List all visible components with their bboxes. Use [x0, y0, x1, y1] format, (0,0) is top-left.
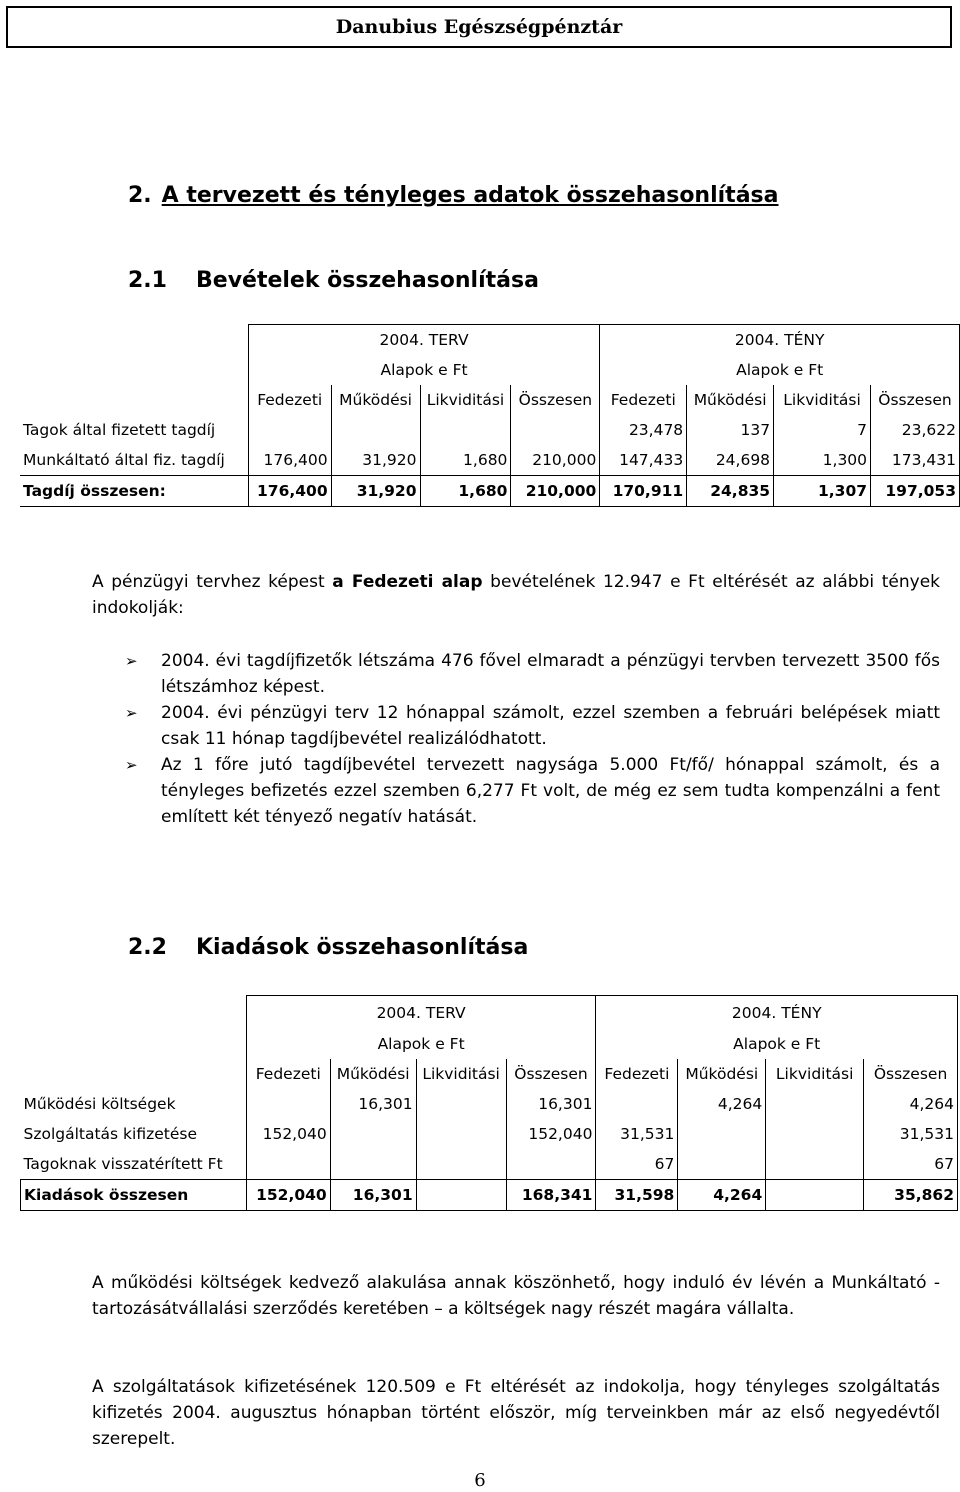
section-number: 2.1: [128, 268, 167, 293]
column-header: Likviditási: [774, 385, 871, 415]
plan-header: 2004. TERV: [246, 996, 596, 1030]
expense-paragraph-2: A szolgáltatások kifizetésének 120.509 e Ft eltérését az indokolja, hogy tényleges szolgáltatás kifizetés 2004. augusztus hónapban történt először, míg terveinkben már az első negyedévtől szerepelt.: [92, 1377, 940, 1449]
table-cell: [766, 1149, 864, 1180]
column-header: Összesen: [511, 385, 600, 415]
table-cell: 210,000: [511, 476, 600, 507]
column-header: Likviditási: [766, 1059, 864, 1089]
table-row: [20, 445, 960, 476]
table-cell: 152,040: [506, 1119, 596, 1149]
table-cell: [766, 1119, 864, 1149]
table-cell: 31,920: [331, 476, 420, 507]
section-number: 2.2: [128, 935, 167, 960]
table-cell: [330, 1119, 416, 1149]
expense-table: [20, 995, 958, 1211]
plan-unit: Alapok e Ft: [248, 355, 600, 385]
list-item: ➢ 2004. évi pénzügyi terv 12 hónappal számolt, ezzel szemben a februári belépések miatt csak 11 hónap tagdíjbevétel realizálódhatott.: [125, 700, 940, 752]
row-label: Működési költségek: [23, 1095, 176, 1113]
row-label: Tagok által fizetett tagdíj: [23, 421, 216, 439]
table-cell: 67: [864, 1149, 958, 1180]
table-cell: 1,680: [420, 476, 511, 507]
table-cell: 210,000: [511, 445, 600, 476]
table-cell: [420, 415, 511, 445]
section-2-1-heading: [128, 268, 539, 293]
plan-unit: Alapok e Ft: [246, 1029, 596, 1059]
table-cell: 16,301: [330, 1180, 416, 1211]
table-cell: [246, 1149, 330, 1180]
table-cell: 24,835: [687, 476, 774, 507]
column-header: Működési: [330, 1059, 416, 1089]
section-title: Bevételek összehasonlítása: [196, 268, 539, 293]
table-cell: 16,301: [506, 1089, 596, 1119]
column-header: Fedezeti: [246, 1059, 330, 1089]
table-cell: 31,531: [596, 1119, 678, 1149]
table-cell: [766, 1089, 864, 1119]
expense-paragraph-1: A működési költségek kedvező alakulása annak köszönhető, hogy induló év lévén a Munkáltató - tartozásátvállalási szerződés keretében – a költségek nagy részét magára vállalta.: [92, 1273, 940, 1319]
table-cell: 1,307: [774, 476, 871, 507]
row-label: Tagoknak visszatérített Ft: [23, 1155, 223, 1173]
section-2-2-heading: [128, 935, 528, 960]
table-cell: 152,040: [246, 1119, 330, 1149]
table-cell: 147,433: [600, 445, 687, 476]
header-title: Danubius Egészségpénztár: [335, 16, 623, 38]
table-cell: 7: [774, 415, 871, 445]
table-cell: 4,264: [678, 1180, 766, 1211]
table-cell: 23,622: [871, 415, 960, 445]
row-label: Tagdíj összesen:: [20, 476, 248, 507]
actual-header: 2004. TÉNY: [600, 325, 960, 356]
table-cell: 31,598: [596, 1180, 678, 1211]
table-cell: 67: [596, 1149, 678, 1180]
table-cell: [416, 1149, 506, 1180]
list-item: ➢ Az 1 főre jutó tagdíjbevétel tervezett nagysága 5.000 Ft/fő/ hónappal számolt, és a tényleges befizetés ezzel szemben 6,277 Ft volt, de még ez sem tudta kompenzálni a fent említett két tényező negatív hatását.: [125, 752, 940, 830]
table-row: [21, 1089, 958, 1119]
arrow-bullet-icon: ➢: [125, 652, 138, 670]
table-cell: [506, 1149, 596, 1180]
header-box: [6, 6, 952, 48]
table-cell: 168,341: [506, 1180, 596, 1211]
table-cell: [416, 1089, 506, 1119]
column-header: Működési: [687, 385, 774, 415]
table-cell: 1,300: [774, 445, 871, 476]
column-header: Összesen: [506, 1059, 596, 1089]
table-cell: 137: [687, 415, 774, 445]
column-header: Működési: [331, 385, 420, 415]
page-number: 6: [474, 1470, 486, 1491]
column-header: Összesen: [864, 1059, 958, 1089]
table-cell: [331, 415, 420, 445]
table-cell: [248, 415, 331, 445]
actual-header: 2004. TÉNY: [596, 996, 958, 1030]
column-header: Likviditási: [416, 1059, 506, 1089]
table-cell: [678, 1149, 766, 1180]
column-header: Fedezeti: [596, 1059, 678, 1089]
table-cell: 4,264: [864, 1089, 958, 1119]
arrow-bullet-icon: ➢: [125, 756, 138, 774]
table-cell: [416, 1180, 506, 1211]
column-header: Összesen: [871, 385, 960, 415]
income-intro-paragraph: A pénzügyi tervhez képest a Fedezeti alap bevételének 12.947 e Ft eltérését az alábbi tények indokolják:: [92, 572, 940, 618]
actual-unit: Alapok e Ft: [600, 355, 960, 385]
section-title: Kiadások összehasonlítása: [196, 935, 529, 960]
section-number: 2.: [128, 183, 152, 208]
table-row: [21, 1119, 958, 1149]
column-header: Fedezeti: [248, 385, 331, 415]
row-label: Kiadások összesen: [21, 1180, 247, 1211]
table-cell: 1,680: [420, 445, 511, 476]
table-cell: 176,400: [248, 476, 331, 507]
column-header: Fedezeti: [600, 385, 687, 415]
table-cell: 170,911: [600, 476, 687, 507]
table-cell: 4,264: [678, 1089, 766, 1119]
actual-unit: Alapok e Ft: [596, 1029, 958, 1059]
plan-header: 2004. TERV: [248, 325, 600, 356]
section-2-heading: [128, 183, 778, 208]
column-header: Likviditási: [420, 385, 511, 415]
table-cell: 173,431: [871, 445, 960, 476]
table-row: [20, 415, 960, 445]
column-header: Működési: [678, 1059, 766, 1089]
table-cell: 23,478: [600, 415, 687, 445]
table-cell: 197,053: [871, 476, 960, 507]
list-item: ➢ 2004. évi tagdíjfizetők létszáma 476 fővel elmaradt a pénzügyi tervben tervezett 3500 fős létszámhoz képest.: [125, 648, 940, 700]
arrow-bullet-icon: ➢: [125, 704, 138, 722]
table-cell: 152,040: [246, 1180, 330, 1211]
table-row-total: [20, 476, 960, 507]
row-label: Szolgáltatás kifizetése: [23, 1125, 198, 1143]
row-label: Munkáltató által fiz. tagdíj: [23, 451, 225, 469]
table-cell: [678, 1119, 766, 1149]
table-cell: [416, 1119, 506, 1149]
table-cell: 16,301: [330, 1089, 416, 1119]
emphasis: a Fedezeti alap: [332, 572, 483, 592]
table-cell: 24,698: [687, 445, 774, 476]
table-row: [21, 1149, 958, 1180]
section-title: A tervezett és tényleges adatok összehasonlítása: [161, 183, 779, 208]
table-cell: 31,920: [331, 445, 420, 476]
table-cell: [511, 415, 600, 445]
table-cell: [246, 1089, 330, 1119]
table-row-total: [21, 1180, 958, 1211]
table-cell: [596, 1089, 678, 1119]
income-table: [20, 324, 960, 507]
table-cell: [330, 1149, 416, 1180]
table-cell: 35,862: [864, 1180, 958, 1211]
table-cell: [766, 1180, 864, 1211]
table-cell: 176,400: [248, 445, 331, 476]
table-cell: 31,531: [864, 1119, 958, 1149]
bullet-list: [125, 648, 940, 830]
